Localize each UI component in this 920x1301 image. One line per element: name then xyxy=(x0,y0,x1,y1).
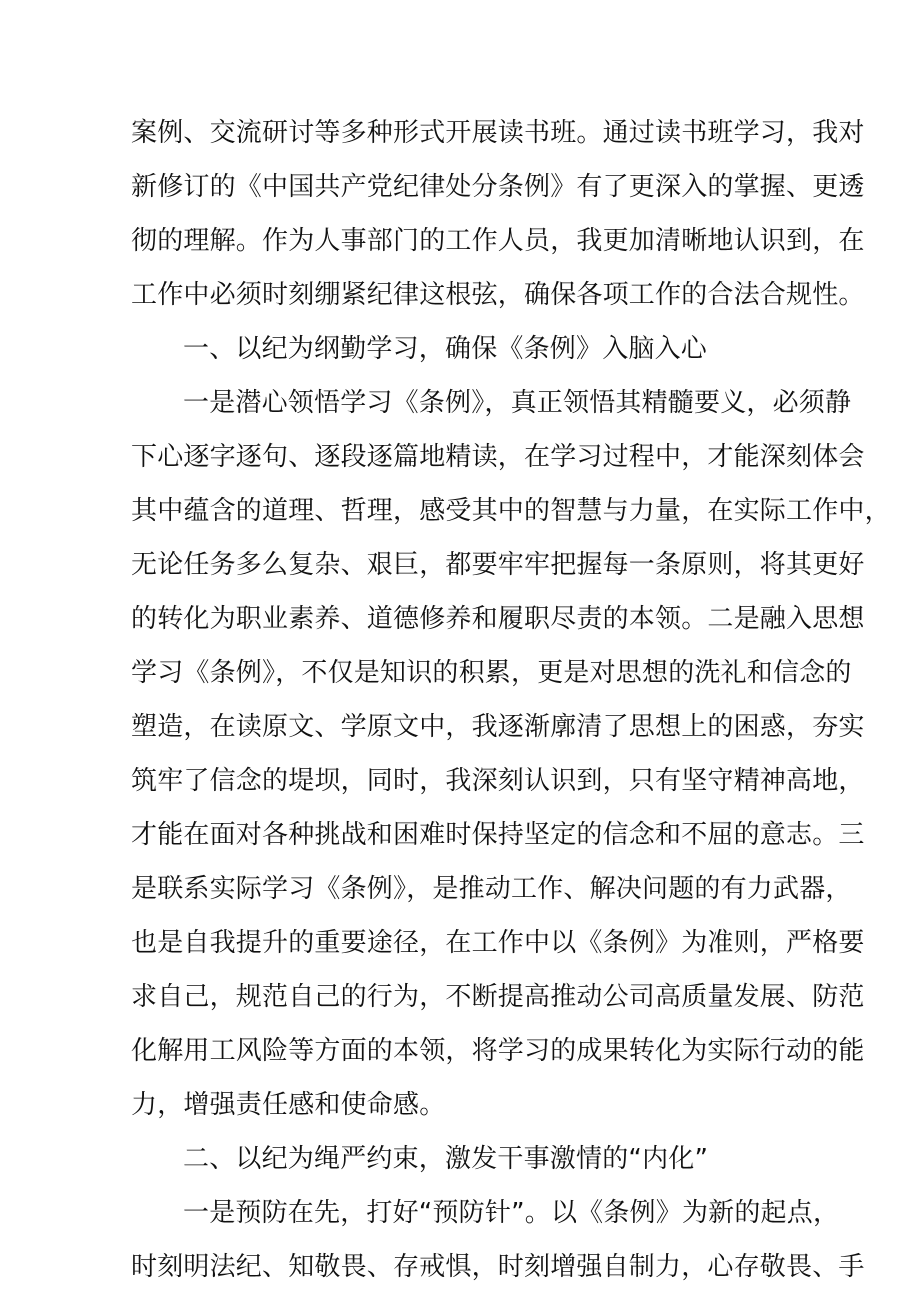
paragraph-line: 一是预防在先，打好“预防针”。以《条例》为新的起点， xyxy=(183,1198,840,1228)
paragraph-line: 塑造，在读原文、学原文中，我逐渐廓清了思想上的困惑，夯实 xyxy=(131,712,865,742)
paragraph-line: 筑牢了信念的堤坝，同时，我深刻认识到，只有坚守精神高地， xyxy=(131,766,865,796)
paragraph-line: 化解用工风险等方面的本领，将学习的成果转化为实际行动的能 xyxy=(131,1036,865,1066)
paragraph-line: 彻的理解。作为人事部门的工作人员，我更加清晰地认识到，在 xyxy=(131,226,865,256)
paragraph-line: 其中蕴含的道理、哲理，感受其中的智慧与力量，在实际工作中， xyxy=(131,496,891,526)
paragraph-line: 下心逐字逐句、逐段逐篇地精读，在学习过程中，才能深刻体会 xyxy=(131,442,865,472)
paragraph-line: 一是潜心领悟学习《条例》，真正领悟其精髓要义，必须静 xyxy=(183,388,852,418)
paragraph-line: 学习《条例》，不仅是知识的积累，更是对思想的洗礼和信念的 xyxy=(131,658,852,688)
paragraph-line: 才能在面对各种挑战和困难时保持坚定的信念和不屈的意志。三 xyxy=(131,820,865,850)
paragraph-line: 也是自我提升的重要途径，在工作中以《条例》为准则，严格要 xyxy=(131,928,865,958)
paragraph-line: 求自己，规范自己的行为，不断提高推动公司高质量发展、防范 xyxy=(131,982,865,1012)
section-heading-1: 一、以纪为纲勤学习，确保《条例》入脑入心 xyxy=(183,334,708,364)
paragraph-line: 工作中必须时刻绷紧纪律这根弦，确保各项工作的合法合规性。 xyxy=(131,280,865,310)
paragraph-line: 新修订的《中国共产党纪律处分条例》有了更深入的掌握、更透 xyxy=(131,172,865,202)
paragraph-line: 的转化为职业素养、道德修养和履职尽责的本领。二是融入思想 xyxy=(131,604,865,634)
paragraph-line: 无论任务多么复杂、艰巨，都要牢牢把握每一条原则，将其更好 xyxy=(131,550,865,580)
document-body xyxy=(131,106,891,1294)
paragraph-line: 时刻明法纪、知敬畏、存戒惧，时刻增强自制力，心存敬畏、手 xyxy=(131,1252,865,1282)
paragraph-line: 力，增强责任感和使命感。 xyxy=(131,1090,446,1120)
paragraph-line: 是联系实际学习《条例》，是推动工作、解决问题的有力武器， xyxy=(131,874,852,904)
section-heading-2: 二、以纪为绳严约束，激发干事激情的“内化” xyxy=(183,1144,709,1174)
paragraph-line: 案例、交流研讨等多种形式开展读书班。通过读书班学习，我对 xyxy=(131,118,865,148)
